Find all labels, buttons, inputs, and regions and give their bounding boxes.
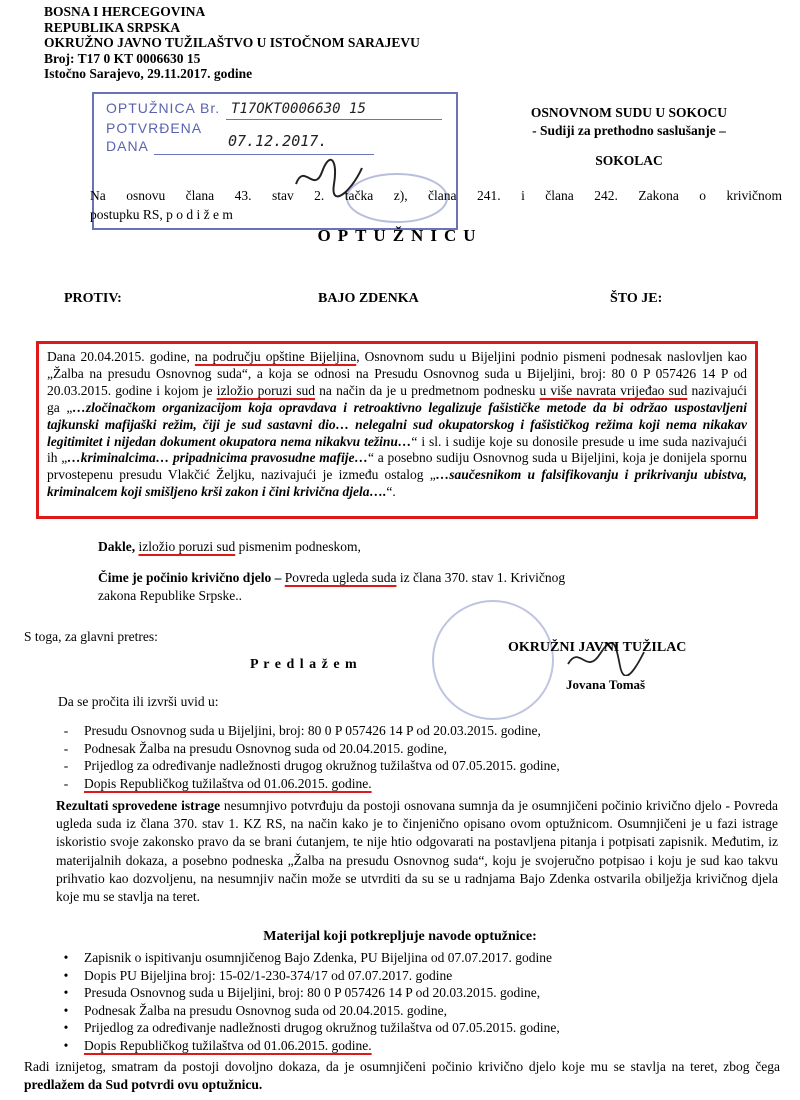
stamp-number-value: T17OKT0006630 15	[231, 101, 366, 117]
charge-description: Dana 20.04.2015. godine, na području opštine Bijeljina, Osnovnom sudu u Bijeljini podnio pismeni podnesak naslovljen kao „Žalba na presudu Osnovnog suda“, a koja se odnosi na Presudu Osnovnog suda u Bijeljini, broj: 80 0 P 057426 14 P od 20.03.2015. godine i kojom je izložio poruzi sud na način da je u predmetnom podnesku u više navrata vrijeđao sud nazivajući ga „…zločinačkom organizacijom koja opravdava i retroaktivno legalizuje fašističke metode da bi održao uspostavljeni tajkunski mafijaški režim, čiji je sud sastavni dio… nelegalni sud okupatorskog i fašističkog režima koji nema nikakav legitimitet i nijedan dokument okupatora nema nikakvu težinu…“ i sl. i sudije koje su donosile presude u ime suda nazivajući ih „…kriminalcima… pripadnicima pravosudne mafije…“ a posebno sudiju Osnovnog suda u Bijeljini, koja je donijela spornu prvostepenu presudu Vlakčić Željku, nazivajući je između ostalog „…saučesnikom u falsifikovanju i prikrivanju ubistva, kriminalcem koji smišljeno krši zakon i čini krivična djela….“.	[47, 349, 748, 500]
header-country: BOSNA I HERCEGOVINA	[44, 4, 206, 19]
underlined-offense: izložio poruzi sud	[216, 382, 315, 398]
legal-basis-line: Na osnovu člana 43. stav 2. tačka z), člana 241. i člana 242. Zakona o krivičnom	[90, 188, 782, 203]
charge-label: ŠTO JE:	[610, 291, 663, 306]
legal-basis	[90, 186, 782, 224]
list-item: • Dopis PU Bijeljina broj: 15-02/1-230-374/17 od 07.07.2017. godine	[63, 967, 453, 983]
header-office: OKRUŽNO JAVNO TUŽILAŠTVO U ISTOČNOM SARAJEVU	[44, 35, 420, 50]
quote-3: …saučesnikom u falsifikovanju i prikrivanju ubistva, kriminalcem koji smišljeno krši zakon i čini krivična djela….	[47, 467, 748, 500]
stamp-date-value: 07.12.2017.	[228, 132, 328, 150]
court-name: OSNOVNOM SUDU U SOKOCU	[530, 105, 728, 120]
investigation-results: Rezultati sprovedene istrage nesumnjivo potvrđuju da postoji osnovana sumnja da je osumnjičeni počinio krivično djelo - Povreda ugleda suda iz člana 370. stav 1. KZ RS, na način kako je to činjenično opisano ovom optužnicom. Osumnjičeni je u fazi istrage iskoristio svoje zakonsko pravo da se brani ćutanjem, te nije htio odgovarati na postavljena pitanja i potpisati zapisnik. Međutim, iz materijalnih dokaza, a posebno podneska „Žalba na presudu Osnovnog suda“, koju je svojeručno potpisao i koju je sud kao takvu prihvatio kao dozvoljenu, na nesumnjiv način može se utvrditi da su se u radnjama Bajo Zdenka ostvarila obilježja krivičnog djela koje mu se stavlja na teret.	[56, 798, 778, 905]
legal-basis-line: postupku RS, p o d i ž e m	[90, 207, 233, 222]
list-item: - Dopis Republičkog tužilaštva od 01.06.2015. godine.	[63, 775, 372, 791]
evidence-list	[56, 949, 796, 1054]
header-entity: REPUBLIKA SRPSKA	[44, 19, 181, 35]
court-judge: - Sudiji za prethodno saslušanje –	[532, 123, 726, 138]
prosecutor-seal-icon	[432, 600, 554, 720]
review-intro: Da se pročita ili izvrši uvid u:	[58, 694, 219, 709]
stamp-label-confirmed: POTVRĐENA	[106, 120, 203, 136]
offense-line: Čime je počinio krivično djelo – Povreda ugleda suda iz člana 370. stav 1. Krivičnog zakona Republike Srpske..	[98, 570, 566, 603]
stamp-label-date: DANA	[106, 138, 149, 154]
list-item: • Podnesak Žalba na presudu Osnovnog suda od 20.04.2015. godine,	[63, 1002, 447, 1018]
prosecutor-title: OKRUŽNI JAVNI TUŽILAC	[508, 640, 687, 655]
header-case-number: Broj: T17 0 KT 0006630 15	[44, 50, 201, 66]
list-item: • Presuda Osnovnog suda u Bijeljini, broj: 80 0 P 057426 14 P od 20.03.2015. godine,	[63, 985, 541, 1000]
quote-2: …kriminalcima… pripadnicima pravosudne mafije…	[67, 450, 368, 466]
accused-name: BAJO ZDENKA	[318, 291, 419, 306]
offense-name: Povreda ugleda suda	[284, 570, 397, 585]
charge-description-box	[36, 341, 758, 519]
list-item: - Prijedlog za određivanje nadležnosti drugog okružnog tužilaštva od 07.05.2015. godine,	[63, 758, 560, 773]
court-addressee	[474, 104, 784, 170]
propose-heading: P r e d l a ž e m	[250, 657, 358, 672]
underlined-location: na području opštine Bijeljina	[194, 349, 357, 364]
list-item: - Podnesak Žalba na presudu Osnovnog suda od 20.04.2015. godine,	[63, 740, 447, 756]
quote-1: …zločinačkom organizacijom koja opravdava i retroaktivno legalizuje fašističke metode da bi održao uspostavljeni tajkunski mafijaški režim, čiji je sud sastavni dio… nelegalni sud okupatorskog i fašističkog režima koji nema nikakav legitimitet i nijedan dokument okupatora nema nikakvu težinu…	[47, 399, 748, 449]
evidence-heading: Materijal koji potkrepljuje navode optužnice:	[263, 929, 537, 944]
list-item: • Dopis Republičkog tužilaštva od 01.06.2015. godine.	[63, 1037, 372, 1053]
list-item: - Presudu Osnovnog suda u Bijeljini, broj: 80 0 P 057426 14 P od 20.03.2015. godine,	[63, 723, 541, 738]
list-item: • Zapisnik o ispitivanju osumnjičenog Bajo Zdenka, PU Bijeljina od 07.07.2017. godine	[63, 950, 552, 965]
stamp-label-number: OPTUŽNICA Br.	[106, 100, 221, 116]
conclusion: Radi iznijetog, smatram da postoji dovoljno dokaza, da je osumnjičeni počinio krivično djelo koje mu se stavlja na teret, zbog čega predlažem da Sud potvrdi ovu optužnicu.	[24, 1059, 780, 1092]
prosecutor-name: Jovana Tomaš	[566, 677, 646, 692]
underlined-insult: u više navrata vrijeđao sud	[539, 382, 688, 398]
proposals-list	[56, 722, 796, 792]
court-city: SOKOLAC	[595, 153, 663, 168]
summary-line: Dakle, izložio poruzi sud pismenim podneskom,	[98, 539, 361, 554]
list-item: • Prijedlog za određivanje nadležnosti drugog okružnog tužilaštva od 07.05.2015. godine,	[63, 1020, 560, 1035]
header-place-date: Istočno Sarajevo, 29.11.2017. godine	[44, 66, 253, 81]
trial-intro: S toga, za glavni pretres:	[24, 629, 158, 644]
against-label: PROTIV:	[64, 291, 122, 306]
document-title: OPTUŽNICU	[317, 226, 483, 245]
document-header	[44, 4, 420, 82]
